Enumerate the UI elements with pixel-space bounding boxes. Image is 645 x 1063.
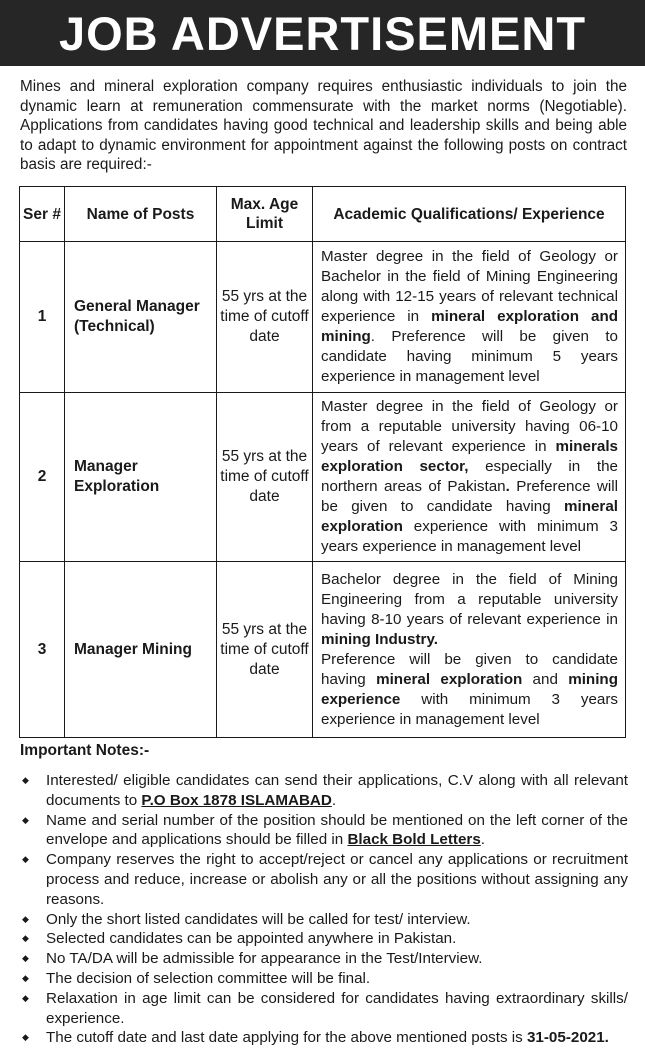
list-item <box>20 989 628 1029</box>
row-post-name: Manager Exploration <box>65 393 217 562</box>
bullet-diamond-icon: ◆ <box>22 992 29 1003</box>
note-text: Company reserves the right to accept/reject or cancel any applications or recruitment process and reduce, increase or abolish any or all the positions without assigning any reasons. <box>46 851 628 908</box>
qualification-emphasis: mining experience <box>321 670 618 708</box>
note-text: Only the short listed candidates will be called for test/ interview. <box>46 910 471 928</box>
note-text: The decision of selection committee will be final. <box>46 969 371 987</box>
table-row <box>20 242 626 393</box>
qualification-text: especially in the northern areas of Pakistan <box>321 458 618 495</box>
note-emphasis: Black Bold Letters <box>347 831 481 849</box>
row-qualifications <box>313 562 626 738</box>
qualification-emphasis: mineral exploration <box>321 498 618 535</box>
header-ser: Ser # <box>20 187 65 242</box>
header-qualifications: Academic Qualifications/ Experience <box>313 187 626 242</box>
list-item <box>20 811 628 851</box>
bullet-diamond-icon: ◆ <box>22 775 29 785</box>
bullet-diamond-icon: ◆ <box>22 933 29 944</box>
row-ser: 1 <box>20 242 65 393</box>
bullet-diamond-icon: ◆ <box>22 814 29 825</box>
notes-list <box>20 771 628 1048</box>
row-age-limit: 55 yrs at the time of cutoff date <box>217 242 313 393</box>
posts-table <box>19 186 626 738</box>
qualification-emphasis: minerals exploration sector, <box>321 438 618 475</box>
list-item <box>20 929 628 949</box>
bullet-diamond-icon: ◆ <box>22 972 29 983</box>
row-ser: 2 <box>20 393 65 562</box>
list-item <box>20 910 628 930</box>
row-ser: 3 <box>20 562 65 738</box>
row-qualifications <box>313 393 626 562</box>
qualification-text: experience with minimum 3 years experience in management level <box>321 518 618 555</box>
row-qualifications <box>313 242 626 393</box>
bullet-diamond-icon: ◆ <box>22 913 29 924</box>
note-text: Interested/ eligible candidates can send their applications, C.V along with all relevant documents to <box>46 772 628 809</box>
row-post-name: Manager Mining <box>65 562 217 738</box>
list-item <box>20 771 628 811</box>
row-post-name: General Manager (Technical) <box>65 242 217 393</box>
table-row <box>20 393 626 562</box>
row-age-limit: 55 yrs at the time of cutoff date <box>217 562 313 738</box>
qualification-text: . Preference will be given to candidate having minimum 5 years experience in management level <box>321 328 618 385</box>
qualification-text: with minimum 3 years experience in management level <box>321 690 618 728</box>
header-name-of-posts: Name of Posts <box>65 187 217 242</box>
note-emphasis: 31-05-2021. <box>526 1029 609 1047</box>
list-item <box>20 969 628 989</box>
intro-paragraph: Mines and mineral exploration company requires enthusiastic individuals to join the dynamic learn at remuneration commensurate with the market norms (Negotiable). Applications from candidates having good technical and leadership skills and being able to adapt to dynamic environment for appointment against the following posts on contract basis are required:- <box>20 78 627 173</box>
qualification-text: and <box>522 670 569 688</box>
qualification-text: Master degree in the field of Geology or Bachelor in the field of Mining Engineering along with 12-15 years of relevant technical experience in <box>321 248 618 325</box>
note-text-end: . <box>480 831 486 849</box>
notes-title: Important Notes:- <box>20 742 150 759</box>
note-text-end: . <box>331 791 337 809</box>
table-header-row <box>20 187 626 242</box>
list-item <box>20 1028 628 1048</box>
list-item <box>20 949 628 969</box>
qualification-text: Master degree in the field of Geology or from a reputable university having 06-10 years of relevant experience in <box>321 398 618 455</box>
bullet-diamond-icon: ◆ <box>22 854 29 865</box>
header-max-age-limit: Max. Age Limit <box>217 187 313 242</box>
bullet-diamond-icon: ◆ <box>22 953 29 964</box>
qualification-text: Preference will be given to candidate having <box>321 478 618 515</box>
row-age-limit: 55 yrs at the time of cutoff date <box>217 393 313 562</box>
qualification-emphasis: mineral exploration and mining <box>321 308 618 345</box>
note-emphasis: P.O Box 1878 ISLAMABAD <box>141 791 332 809</box>
note-text: No TA/DA will be admissible for appearance in the Test/Interview. <box>46 950 483 968</box>
page-title: JOB ADVERTISEMENT <box>0 0 645 66</box>
table-row <box>20 562 626 738</box>
qualification-emphasis: mineral exploration <box>376 670 523 688</box>
qualification-text: Bachelor degree in the field of Mining Engineering from a reputable university having 8-10 years of relevant experience in <box>321 570 618 628</box>
note-text: Relaxation in age limit can be considered for candidates having extraordinary skills/ experience. <box>46 989 628 1027</box>
note-text: The cutoff date and last date applying for the above mentioned posts is <box>46 1029 527 1047</box>
qualification-emphasis: . <box>505 478 510 495</box>
note-text: Selected candidates can be appointed anywhere in Pakistan. <box>46 930 457 948</box>
note-text: Name and serial number of the position should be mentioned on the left corner of the envelope and applications should be filled in <box>46 811 628 849</box>
qualification-text: Preference will be given to candidate having <box>321 650 618 688</box>
list-item <box>20 850 628 909</box>
bullet-diamond-icon: ◆ <box>22 1032 29 1043</box>
qualification-emphasis: mining Industry. <box>321 630 438 648</box>
